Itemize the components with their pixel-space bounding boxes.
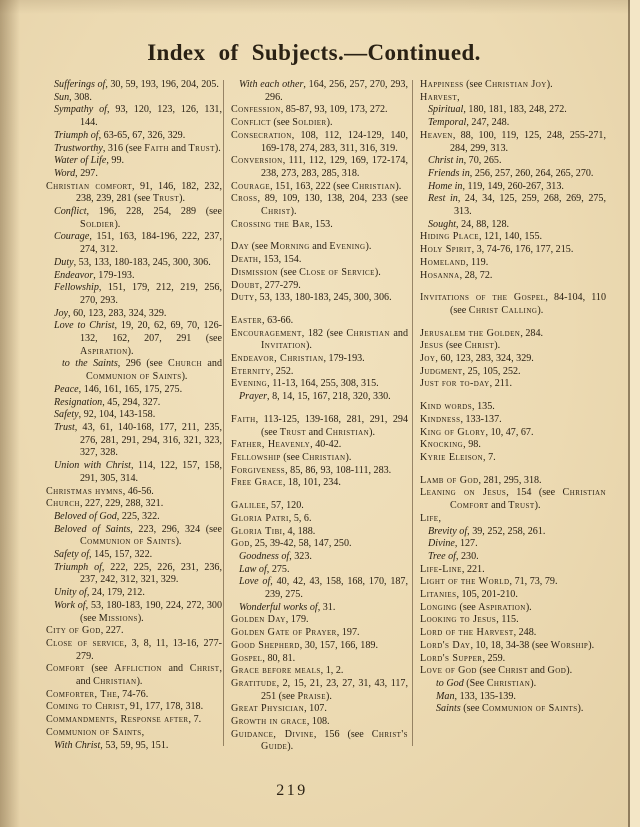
index-entry: Life-Line, 221.: [420, 563, 485, 575]
index-entry: Unity of, 24, 179, 212.: [54, 587, 145, 599]
index-entry: Gloria Patri, 5, 6.: [231, 512, 312, 524]
index-entry: Cross, 89, 109, 130, 138, 204, 233 (see Christ).: [231, 193, 408, 218]
index-entry: Union with Christ, 114, 122, 157, 158, 291, 305, 314.: [54, 460, 222, 484]
index-entry: Endeavor, 179-193.: [54, 269, 135, 281]
index-entry: Looking to Jesus, 115.: [420, 614, 519, 626]
index-entry: Longing (see Aspiration).: [420, 601, 532, 613]
index-entry: Good Shepherd, 30, 157, 166, 189.: [231, 639, 378, 651]
index-entry: Communion of Saints,: [46, 726, 145, 738]
index-entry: Invitations of the Gospel, 84-104, 110 (see Christ Calling).: [420, 292, 606, 316]
index-entry: Holy Spirit, 3, 74-76, 176, 177, 215.: [420, 244, 574, 256]
column-divider-right: [412, 80, 413, 746]
page-top-shading: [0, 0, 640, 14]
index-entry: Knocking, 98.: [420, 439, 481, 451]
index-entry: Kindness, 133-137.: [420, 413, 502, 425]
index-entry: Sufferings of, 30, 59, 193, 196, 204, 205.: [54, 79, 219, 90]
index-entry: Gratitude, 2, 15, 21, 23, 27, 31, 43, 117, 251 (see Praise).: [231, 677, 408, 702]
index-entry: Dismission (see Close of Service).: [231, 266, 381, 278]
index-entry: Confession, 85-87, 93, 109, 173, 272.: [231, 104, 388, 116]
index-entry: Encouragement, 182 (see Christian and Invitation).: [231, 327, 408, 352]
index-entry: With Christ, 53, 59, 95, 151.: [54, 739, 169, 751]
index-entry: Guidance, Divine, 156 (see Christ's Guide).: [231, 728, 409, 753]
index-entry: Day (see Morning and Evening).: [231, 241, 372, 253]
index-entry: Beloved of God, 225, 322.: [54, 510, 160, 522]
index-entry: Golden Gate of Prayer, 197.: [231, 627, 360, 639]
index-entry: Tree of, 230.: [428, 550, 479, 562]
index-entry: Comfort (see Affliction and Christ, and Christian).: [46, 663, 222, 688]
index-entry: With each other, 164, 256, 257, 270, 293, 296.: [239, 79, 408, 103]
index-entry: Fellowship (see Christian).: [231, 451, 352, 463]
index-column-middle: [231, 79, 408, 754]
index-entry: Sun, 308.: [54, 91, 92, 103]
index-entry: Man, 133, 135-139.: [436, 690, 516, 702]
index-entry: King of Glory, 10, 47, 67.: [420, 426, 534, 438]
index-column-left: [46, 79, 222, 752]
index-entry: Easter, 63-66.: [231, 314, 294, 326]
index-entry: City of God, 227.: [46, 625, 124, 637]
index-entry: Coming to Christ, 91, 177, 178, 318.: [46, 701, 204, 713]
index-entry: Temporal, 247, 248.: [428, 117, 510, 129]
index-entry: Jesus (see Christ).: [420, 340, 501, 352]
index-entry: Comforter, The, 74-76.: [46, 688, 149, 700]
index-entry: Word, 297.: [54, 167, 98, 179]
index-entry: Galilee, 57, 120.: [231, 500, 304, 512]
index-entry: Lord of the Harvest, 248.: [420, 627, 537, 639]
index-entry: Consecration, 108, 112, 124-129, 140, 169-178, 274, 283, 311, 316, 319.: [231, 129, 408, 154]
column-divider-left: [223, 80, 224, 746]
index-entry: Courage, 151, 163, 222 (see Christian).: [231, 180, 402, 192]
index-entry: Triumph of, 222, 225, 226, 231, 236, 237, 242, 312, 321, 329.: [54, 561, 222, 586]
index-entry: Church, 227, 229, 288, 321.: [46, 498, 164, 510]
index-entry: Gloria Tibi, 4, 188.: [231, 525, 316, 537]
index-entry: Brevity of, 39, 252, 258, 261.: [428, 525, 546, 537]
page-gutter-shadow: [0, 0, 20, 827]
index-entry: Wonderful works of, 31.: [239, 601, 336, 613]
index-entry: Law of, 275.: [239, 563, 290, 575]
index-entry: Growth in grace, 108.: [231, 716, 330, 728]
index-entry: Duty, 53, 133, 180-183, 245, 300, 306.: [54, 256, 211, 268]
index-entry: Free Grace, 18, 101, 234.: [231, 477, 341, 489]
index-entry: Home in, 119, 149, 260-267, 313.: [428, 180, 564, 192]
index-entry: Triumph of, 63-65, 67, 326, 329.: [54, 129, 186, 141]
index-entry: Joy, 60, 123, 283, 324, 329.: [54, 307, 167, 319]
group-gap: [420, 318, 606, 328]
index-entry: Happiness (see Christian Joy).: [420, 79, 553, 90]
index-entry: Light of the World, 71, 73, 79.: [420, 576, 558, 588]
index-entry: Heaven, 88, 100, 119, 125, 248, 255-271, 284, 299, 313.: [420, 129, 606, 154]
index-entry: Father, Heavenly, 40-42.: [231, 439, 342, 451]
index-entry: Hosanna, 28, 72.: [420, 269, 493, 281]
index-entry: Lord's Day, 10, 18, 34-38 (see Worship).: [420, 639, 595, 651]
index-column-right: [420, 79, 606, 716]
index-entry: Peace, 146, 161, 165, 175, 275.: [54, 383, 183, 395]
index-entry: Evening, 11-13, 164, 255, 308, 315.: [231, 378, 379, 390]
group-gap: [231, 231, 408, 241]
index-entry: Lord's Supper, 259.: [420, 652, 506, 664]
index-entry: Lamb of God, 281, 295, 318.: [420, 474, 542, 486]
index-entry: Homeland, 119.: [420, 256, 489, 268]
index-entry: Death, 153, 154.: [231, 254, 302, 266]
index-entry: Spiritual, 180, 181, 183, 248, 272.: [428, 104, 567, 116]
page-edge-strip: [630, 0, 640, 827]
index-entry: Christmas hymns, 46-56.: [46, 485, 154, 497]
index-entry: Love of God (see Christ and God).: [420, 665, 573, 677]
index-entry: to the Saints, 296 (see Church and Communion of Saints).: [62, 358, 222, 383]
index-entry: Kind words, 135.: [420, 401, 495, 413]
index-entry: Faith, 113-125, 139-168, 281, 291, 294 (see Trust and Christian).: [231, 413, 408, 438]
index-entry: Prayer, 8, 14, 15, 167, 218, 320, 330.: [239, 391, 391, 403]
index-entry: Friends in, 256, 257, 260, 264, 265, 270.: [428, 167, 594, 179]
group-gap: [231, 305, 408, 315]
index-entry: Love to Christ, 19, 20, 62, 69, 70, 126-132, 162, 207, 291 (see Aspiration).: [54, 320, 222, 357]
index-entry: Eternity, 252.: [231, 365, 294, 377]
page-number: 219: [276, 782, 308, 799]
index-entry: Close of service, 3, 8, 11, 13-16, 277-279.: [46, 637, 222, 662]
index-entry: Golden Day, 179.: [231, 614, 309, 626]
index-entry: Doubt, 277-279.: [231, 279, 301, 291]
page-title: Index of Subjects.—Continued.: [147, 40, 481, 65]
index-entry: Grace before meals, 1, 2.: [231, 665, 344, 677]
index-entry: Gospel, 80, 81.: [231, 652, 296, 664]
index-entry: Joy, 60, 123, 283, 324, 329.: [420, 353, 534, 365]
group-gap: [231, 490, 408, 500]
index-entry: Courage, 151, 163, 184-196, 222, 237, 274, 312.: [54, 231, 222, 256]
index-entry: Goodness of, 323.: [239, 550, 312, 562]
index-entry: Conversion, 111, 112, 129, 169, 172-174, 238, 273, 283, 285, 318.: [231, 155, 408, 179]
index-entry: Rest in, 24, 34, 125, 259, 268, 269, 275, 313.: [428, 193, 606, 218]
index-entry: Safety, 92, 104, 143-158.: [54, 409, 156, 421]
index-entry: Trustworthy, 316 (see Faith and Trust).: [54, 142, 221, 154]
group-gap: [231, 404, 408, 414]
index-entry: Duty, 53, 133, 180-183, 245, 300, 306.: [231, 292, 392, 304]
index-entry: Litanies, 105, 201-210.: [420, 589, 518, 601]
index-entry: Kyrie Eleison, 7.: [420, 451, 496, 463]
group-gap: [420, 282, 606, 292]
index-entry: Fellowship, 151, 179, 212, 219, 256, 270, 293.: [54, 282, 222, 306]
index-entry: Harvest,: [420, 91, 460, 103]
index-entry: Love of, 40, 42, 43, 158, 168, 170, 187, 239, 275.: [239, 576, 409, 601]
index-entry: Christian comfort, 91, 146, 182, 232, 238, 239, 281 (see Trust).: [46, 180, 222, 205]
index-entry: Life,: [420, 512, 441, 524]
index-entry: Jerusalem the Golden, 284.: [420, 327, 544, 339]
index-entry: Crossing the Bar, 153.: [231, 218, 333, 230]
index-entry: Saints (see Communion of Saints).: [436, 703, 584, 715]
index-entry: Just for to-day, 211.: [420, 378, 512, 390]
index-entry: Leaning on Jesus, 154 (see Christian Comfort and Trust).: [420, 487, 606, 512]
index-entry: Beloved of Saints, 223, 296, 324 (see Communion of Saints).: [54, 523, 222, 548]
index-entry: God, 25, 39-42, 58, 147, 250.: [231, 538, 352, 550]
index-entry: Conflict, 196, 228, 254, 289 (see Soldier).: [54, 206, 222, 230]
index-entry: Safety of, 145, 157, 322.: [54, 549, 153, 561]
index-entry: Forgiveness, 85, 86, 93, 108-111, 283.: [231, 464, 392, 476]
index-entry: Hiding Place, 121, 140, 155.: [420, 231, 543, 243]
group-gap: [420, 465, 606, 475]
index-entry: Endeavor, Christian, 179-193.: [231, 353, 365, 365]
group-gap: [420, 391, 606, 401]
index-entry: Great Physician, 107.: [231, 703, 327, 715]
index-entry: Conflict (see Soldier).: [231, 117, 333, 129]
index-entry: Judgment, 25, 105, 252.: [420, 365, 521, 377]
index-entry: to God (See Christian).: [436, 677, 537, 689]
index-entry: Water of Life, 99.: [54, 155, 125, 167]
index-entry: Resignation, 45, 294, 327.: [54, 396, 161, 408]
index-entry: Divine, 127.: [428, 538, 478, 550]
index-entry: Trust, 43, 61, 140-168, 177, 211, 235, 276, 281, 291, 294, 316, 321, 323, 327, 328.: [54, 421, 222, 459]
index-entry: Commandments, Response after, 7.: [46, 714, 202, 726]
index-entry: Work of, 53, 180-183, 190, 224, 272, 300 (see Missions).: [54, 599, 222, 624]
index-entry: Christ in, 70, 265.: [428, 155, 502, 167]
index-entry: Sympathy of, 93, 120, 123, 126, 131, 144.: [54, 104, 222, 129]
index-entry: Sought, 24, 88, 128.: [428, 218, 510, 230]
